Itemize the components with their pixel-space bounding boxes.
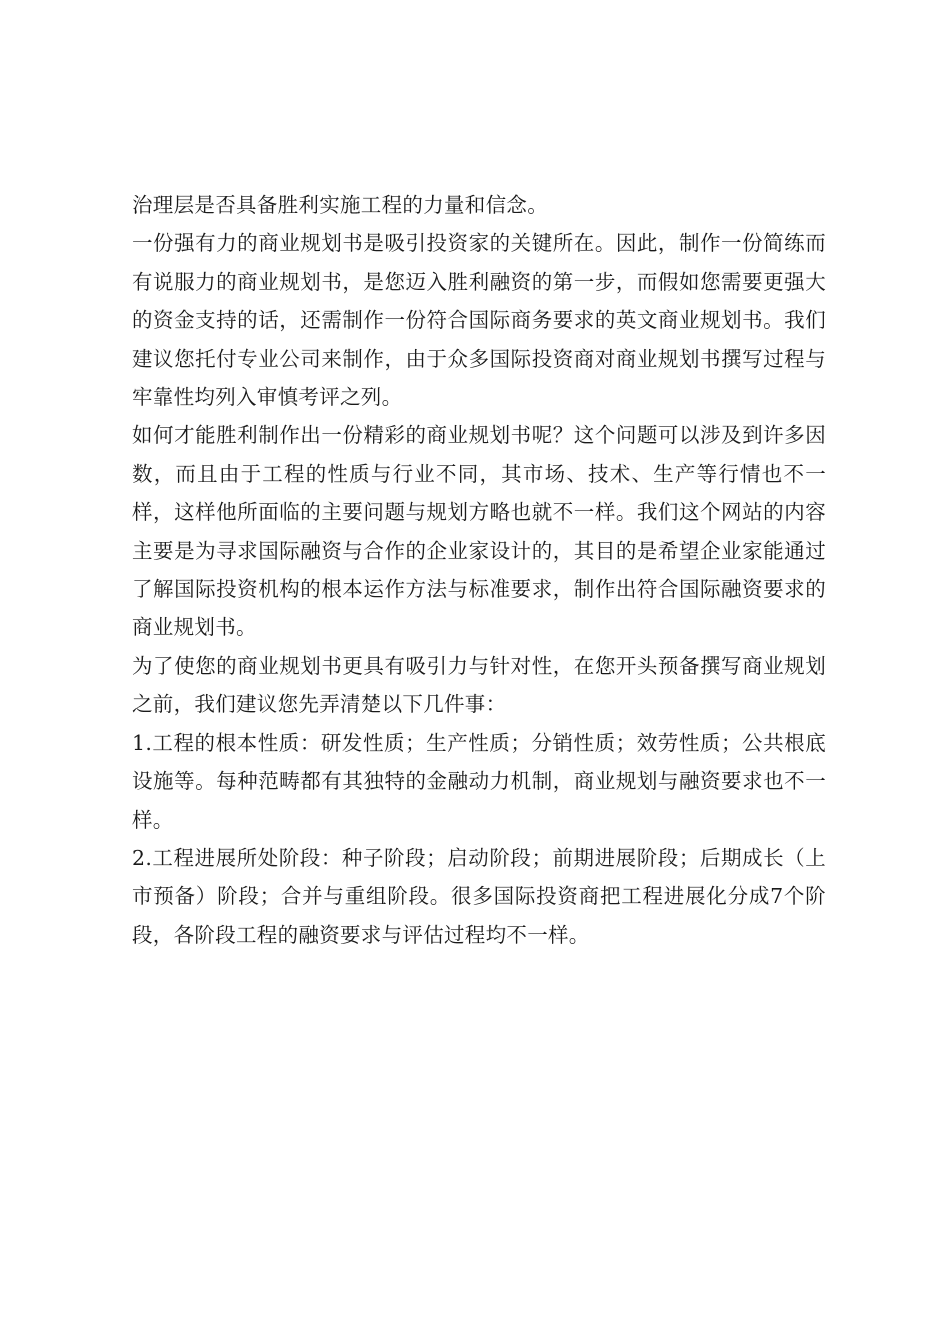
paragraph-1: 治理层是否具备胜利实施工程的力量和信念。 (132, 193, 548, 217)
paragraph-2: 一份强有力的商业规划书是吸引投资家的关键所在。因此，制作一份简练而有说服力的商业规划书，是您迈入胜利融资的第一步，而假如您需要更强大的资金支持的话，还需制作一份符合国际商务要求的英文商业规划书。我们建议您托付专业公司来制作，由于众多国际投资商对商业规划书撰写过程与牢靠性均列入审慎考评之列。 (132, 231, 826, 410)
paragraph-6: 2.工程进展所处阶段：种子阶段；启动阶段；前期进展阶段；后期成长（上市预备）阶段；合并与重组阶段。很多国际投资商把工程进展化分成7个阶段，各阶段工程的融资要求与评估过程均不一样。 (132, 845, 826, 947)
document-body (132, 186, 826, 954)
paragraph-5: 1.工程的根本性质：研发性质；生产性质；分销性质；效劳性质；公共根底设施等。每种范畴都有其独特的金融动力机制，商业规划与融资要求也不一样。 (132, 730, 826, 832)
paragraph-4: 为了使您的商业规划书更具有吸引力与针对性，在您开头预备撰写商业规划之前，我们建议您先弄清楚以下几件事： (132, 653, 826, 717)
paragraph-3: 如何才能胜利制作出一份精彩的商业规划书呢？这个问题可以涉及到许多因数，而且由于工程的性质与行业不同，其市场、技术、生产等行情也不一样，这样他所面临的主要问题与规划方略也就不一样。我们这个网站的内容主要是为寻求国际融资与合作的企业家设计的，其目的是希望企业家能通过了解国际投资机构的根本运作方法与标准要求，制作出符合国际融资要求的商业规划书。 (132, 423, 826, 640)
